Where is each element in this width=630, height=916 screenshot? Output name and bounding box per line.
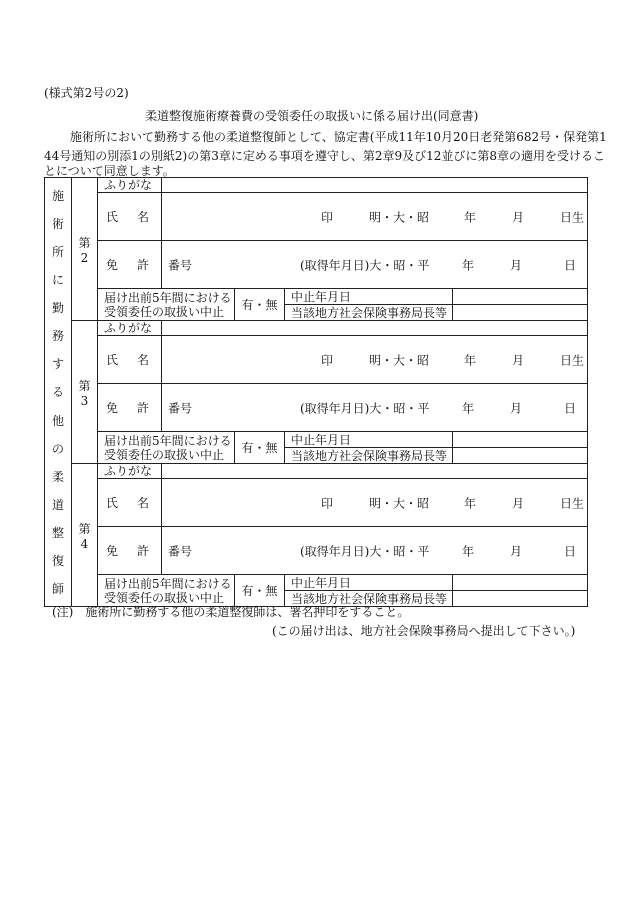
body-line-1: 施術所において勤務する他の柔道整復師として、協定書(平成11年10月20日老発第682号・保発第1 <box>70 130 607 144</box>
stop-date-field[interactable] <box>453 432 588 448</box>
furigana-row <box>45 178 588 193</box>
furigana-row <box>45 464 588 479</box>
side-char: 整 <box>51 525 64 540</box>
office-field[interactable] <box>453 448 588 464</box>
yes-no-option[interactable]: 有・無 <box>235 289 285 321</box>
side-char: 務 <box>51 329 64 344</box>
side-char: 復 <box>51 553 64 568</box>
side-label <box>45 178 72 607</box>
license-row: 免 許 番号 (取得年月日)大・昭・平 年 月 日 <box>45 241 588 289</box>
office-field[interactable] <box>453 305 588 321</box>
stop-label: 届け出前5年間における 受領委任の取扱い中止 <box>98 432 235 464</box>
name-field[interactable]: 印 明・大・昭 年 月 日生 <box>162 193 588 241</box>
license-field[interactable]: 番号 (取得年月日)大・昭・平 年 月 日 <box>162 384 588 432</box>
name-row: 氏 名 印 明・大・昭 年 月 日生 <box>45 479 588 527</box>
side-char: る <box>51 385 64 400</box>
furigana-label: ふりがな <box>98 178 162 193</box>
furigana-label: ふりがな <box>98 321 162 336</box>
stop-date-label: 中止年月日 <box>285 432 453 448</box>
section-number: 第 4 <box>72 464 98 607</box>
side-char: 師 <box>51 581 64 596</box>
name-row: 氏 名 印 明・大・昭 年 月 日生 <box>45 336 588 384</box>
form-number: (様式第2号の2) <box>44 86 129 100</box>
form-table <box>44 177 588 607</box>
furigana-field[interactable] <box>162 178 588 193</box>
name-field[interactable]: 印 明・大・昭 年 月 日生 <box>162 336 588 384</box>
stop-label: 届け出前5年間における 受領委任の取扱い中止 <box>98 575 235 607</box>
office-label: 当該地方社会保険事務局長等 <box>285 591 453 607</box>
furigana-field[interactable] <box>162 321 588 336</box>
side-char: の <box>51 441 64 456</box>
side-char: に <box>51 273 64 288</box>
side-char: 所 <box>51 245 64 260</box>
license-field[interactable]: 番号 (取得年月日)大・昭・平 年 月 日 <box>162 527 588 575</box>
yes-no-option[interactable]: 有・無 <box>235 575 285 607</box>
stop-date-label: 中止年月日 <box>285 575 453 591</box>
license-row: 免 許 番号 (取得年月日)大・昭・平 年 月 日 <box>45 527 588 575</box>
side-char: 柔 <box>51 469 64 484</box>
body-line-3: とについて同意します。 <box>44 164 175 178</box>
yes-no-option[interactable]: 有・無 <box>235 432 285 464</box>
stop-row <box>45 289 588 305</box>
side-char: 施 <box>51 189 64 204</box>
side-char: 他 <box>51 413 64 428</box>
side-char: 道 <box>51 497 64 512</box>
stop-date-field[interactable] <box>453 289 588 305</box>
license-row: 免 許 番号 (取得年月日)大・昭・平 年 月 日 <box>45 384 588 432</box>
stop-date-label: 中止年月日 <box>285 289 453 305</box>
side-char: 勤 <box>51 301 64 316</box>
stop-row <box>45 432 588 448</box>
furigana-row <box>45 321 588 336</box>
side-char: 術 <box>51 217 64 232</box>
form-title: 柔道整復施術療養費の受領委任の取扱いに係る届け出(同意書) <box>145 109 479 123</box>
office-label: 当該地方社会保険事務局長等 <box>285 448 453 464</box>
name-field[interactable]: 印 明・大・昭 年 月 日生 <box>162 479 588 527</box>
furigana-label: ふりがな <box>98 464 162 479</box>
body-line-2: 44号通知の別添1の別紙2)の第3章に定める事項を遵守し、第2章9及び12並びに第8章の適用を受けるこ <box>44 149 606 163</box>
stop-row <box>45 575 588 591</box>
office-label: 当該地方社会保険事務局長等 <box>285 305 453 321</box>
license-field[interactable]: 番号 (取得年月日)大・昭・平 年 月 日 <box>162 241 588 289</box>
section-number: 第 3 <box>72 321 98 464</box>
side-char: す <box>51 357 64 372</box>
submit-note: (この届け出は、地方社会保険事務局へ提出して下さい。) <box>272 624 576 638</box>
office-field[interactable] <box>453 591 588 607</box>
section-number: 第 2 <box>72 178 98 321</box>
note: (注) 施術所に勤務する他の柔道整復師は、署名押印をすること。 <box>52 605 410 619</box>
stop-date-field[interactable] <box>453 575 588 591</box>
furigana-field[interactable] <box>162 464 588 479</box>
stop-label: 届け出前5年間における 受領委任の取扱い中止 <box>98 289 235 321</box>
name-row: 氏 名 印 明・大・昭 年 月 日生 <box>45 193 588 241</box>
